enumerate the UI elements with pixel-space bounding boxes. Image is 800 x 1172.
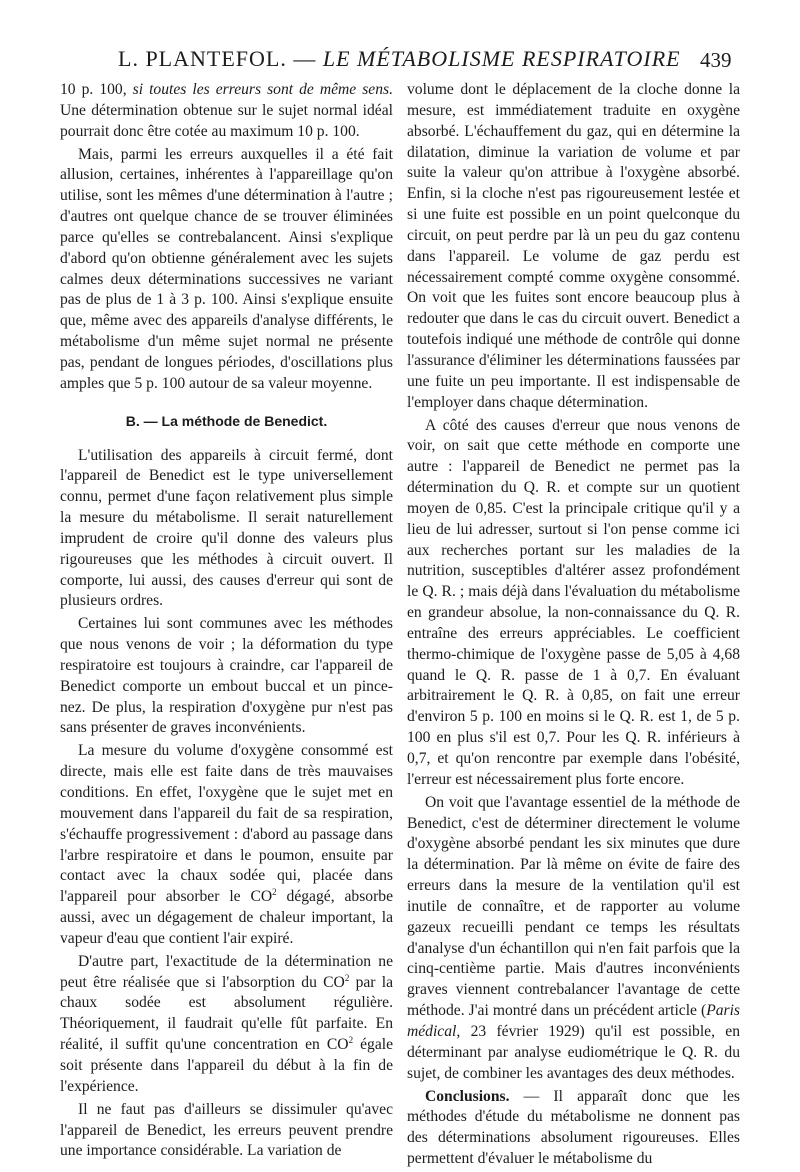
- right-column: [407, 80, 740, 1172]
- header-title: LE MÉTABOLISME RESPIRATOIRE: [322, 46, 681, 71]
- paragraph: Mais, parmi les erreurs auxquelles il a été fait allusion, certaines, inhérentes à l'appareillage qu'on utilise, sont les mêmes d'une détermination à l'autre ; d'autres ont quelque chance de se trouver éliminées parce qu'elles se contrebalancent. Ainsi s'explique d'abord qu'on obtienne généralement avec les sujets calmes deux déterminations successives ne variant pas de plus de 1 à 3 p. 100. Ainsi s'explique ensuite que, même avec des appareils d'analyse différents, le métabolisme d'un même sujet normal ne présente pas, pendant de longues périodes, d'oscillations plus amples que 5 p. 100 autour de sa valeur moyenne.: [60, 145, 393, 392]
- superscript: 2: [348, 1034, 354, 1045]
- emphasis: Paris médical,: [407, 1002, 740, 1040]
- paragraph: [407, 793, 740, 1085]
- paragraph: [60, 741, 393, 949]
- paragraph: [60, 952, 393, 1098]
- header-author: L. PLANTEFOL.: [118, 46, 287, 71]
- paragraph: Il ne faut pas d'ailleurs se dissimuler qu'avec l'appareil de Benedict, les erreurs peuvent prendre une importance considérable. La variation de: [60, 1100, 393, 1160]
- paragraph: L'utilisation des appareils à circuit fermé, dont l'appareil de Benedict est le type universellement connu, permet d'une façon relativement plus simple la mesure du métabolisme. Il serait naturellement imprudent de croire qu'il donne des valeurs plus rigoureuses que les méthodes à circuit ouvert. Il comporte, lui aussi, des causes d'erreur qui sont de plusieurs ordres.: [60, 446, 393, 610]
- emphasis: si toutes les erreurs sont de même sens.: [132, 81, 393, 98]
- text-run: D'autre part, l'exactitude de la détermination ne peut être réalisée que si l'absorption du CO: [60, 952, 393, 991]
- text-run: égale soit présente dans l'appareil du début à la fin de l'expérience.: [60, 1036, 393, 1095]
- text-run: On voit que l'avantage essentiel de la méthode de Benedict, c'est de déterminer directement le volume d'oxygène absorbé pendant les six minutes que dure la détermination. Par là même on évite de faire des erreurs dans la mesure de la ventilation qu'il est inutile de connaître, et de rapporter au volume gazeux recueilli pendant ce temps les résultats d'analyse d'un échantillon qui n'en fait parfois que la cinq-centième partie. Mais d'autres inconvénients graves viennent contrebalancer l'avantage de cette méthode. J'ai montré dans un précédent article (: [407, 793, 740, 1020]
- paragraph: volume dont le déplacement de la cloche donne la mesure, est immédiatement traduite en oxygène absorbé. L'échauffement du gaz, qui en détermine la dilatation, diminue la variation de volume et par suite la valeur qu'on attribue à l'oxygène absorbé. Enfin, si la cloche n'est pas rigoureusement lestée et si une fuite est possible en un point quelconque du circuit, on peut perdre par là un peu du gaz contenu dans l'appareil. Le volume de gaz perdu est nécessairement compté comme oxygène consommé. On voit que les fuites sont encore beaucoup plus à redouter que dans le cas du circuit ouvert. Benedict a toutefois indiqué une méthode de contrôle qui donne l'assurance d'éliminer les déterminations faussées par une fuite un peu importante. Il est indispensable de l'employer dans chaque détermination.: [407, 81, 740, 411]
- text-run: 23 février 1929) qu'il est possible, en déterminant par analyse eudiométrique le Q. R. du sujet, de combiner les avantages des deux méthodes.: [407, 1022, 740, 1082]
- header-separator: —: [286, 46, 323, 71]
- text-run: dégagé, absorbe aussi, avec un dégagement de chaleur important, la vapeur d'eau que contient l'air expiré.: [60, 888, 393, 947]
- paragraph: [407, 1087, 740, 1170]
- text-run: — Il apparaît donc que les méthodes d'étude du métabolisme ne donnent pas des déterminations absolument rigoureuses. Elles permettent d'évaluer le métabolisme du: [407, 1087, 740, 1168]
- superscript: 2: [272, 887, 277, 898]
- conclusions-label: Conclusions.: [425, 1087, 510, 1105]
- paragraph: Certaines lui sont communes avec les méthodes que nous venons de voir ; la déformation du type respiratoire est toujours à craindre, car l'appareil de Benedict comporte un embout buccal et un pince-nez. De plus, la respiration d'oxygène pur n'est pas sans présenter de graves inconvénients.: [60, 615, 393, 737]
- paragraph: A côté des causes d'erreur que nous venons de voir, on sait que cette méthode en comporte une autre : l'appareil de Benedict ne permet pas la détermination du Q. R. et compte sur un quotient moyen de 0,85. C'est la principale critique qu'il y a lieu de lui adresser, surtout si l'on pense comme ici aux recherches portant sur les maladies de la nutrition, susceptibles d'altérer assez profondément le Q. R. ; mais déjà dans l'évaluation du métabolisme en grandeur absolue, la non-connaissance du Q. R. entraîne des erreurs appréciables. Le coefficient thermo-chimique de l'oxygène passe de 5,05 à 4,68 quand le Q. R. passe de 1 à 0,7. En évaluant arbitrairement le Q. R. à 0,85, on fait une erreur d'environ 5 p. 100 en moins si le Q. R. est 1, de 5 p. 100 en plus s'il est 0,7. Pour les Q. R. inférieurs à 0,7, et qu'on rencontre par exemple dans l'obésité, l'erreur est nécessairement plus forte encore.: [407, 416, 740, 788]
- text-run: Une détermination obtenue sur le sujet normal idéal pourrait donc être cotée au maximum 10 p. 100.: [60, 101, 393, 140]
- paragraph: [60, 80, 393, 143]
- text-run: 10 p. 100,: [60, 81, 133, 98]
- running-head: [118, 46, 681, 72]
- left-column: [60, 80, 393, 1164]
- superscript: 2: [344, 972, 350, 983]
- text-run: par la chaux sodée est absolument régulière. Théoriquement, il faudrait qu'elle fût parfaite. En réalité, il suffit qu'une concentration en CO: [60, 973, 393, 1054]
- running-header: [0, 46, 800, 76]
- page-number: 439: [700, 48, 732, 72]
- text-run: La mesure du volume d'oxygène consommé est directe, mais elle est faite dans de très mauvaises conditions. En effet, l'oxygène que le sujet met en mouvement dans l'appareil du fait de sa respiration, s'échauffe progressivement : d'abord au passage dans l'arbre respiratoire et dans le poumon, ensuite par contact avec la chaux sodée qui, placée dans l'appareil pour absorber le CO: [60, 742, 393, 906]
- section-heading: B. — La méthode de Benedict.: [125, 412, 328, 429]
